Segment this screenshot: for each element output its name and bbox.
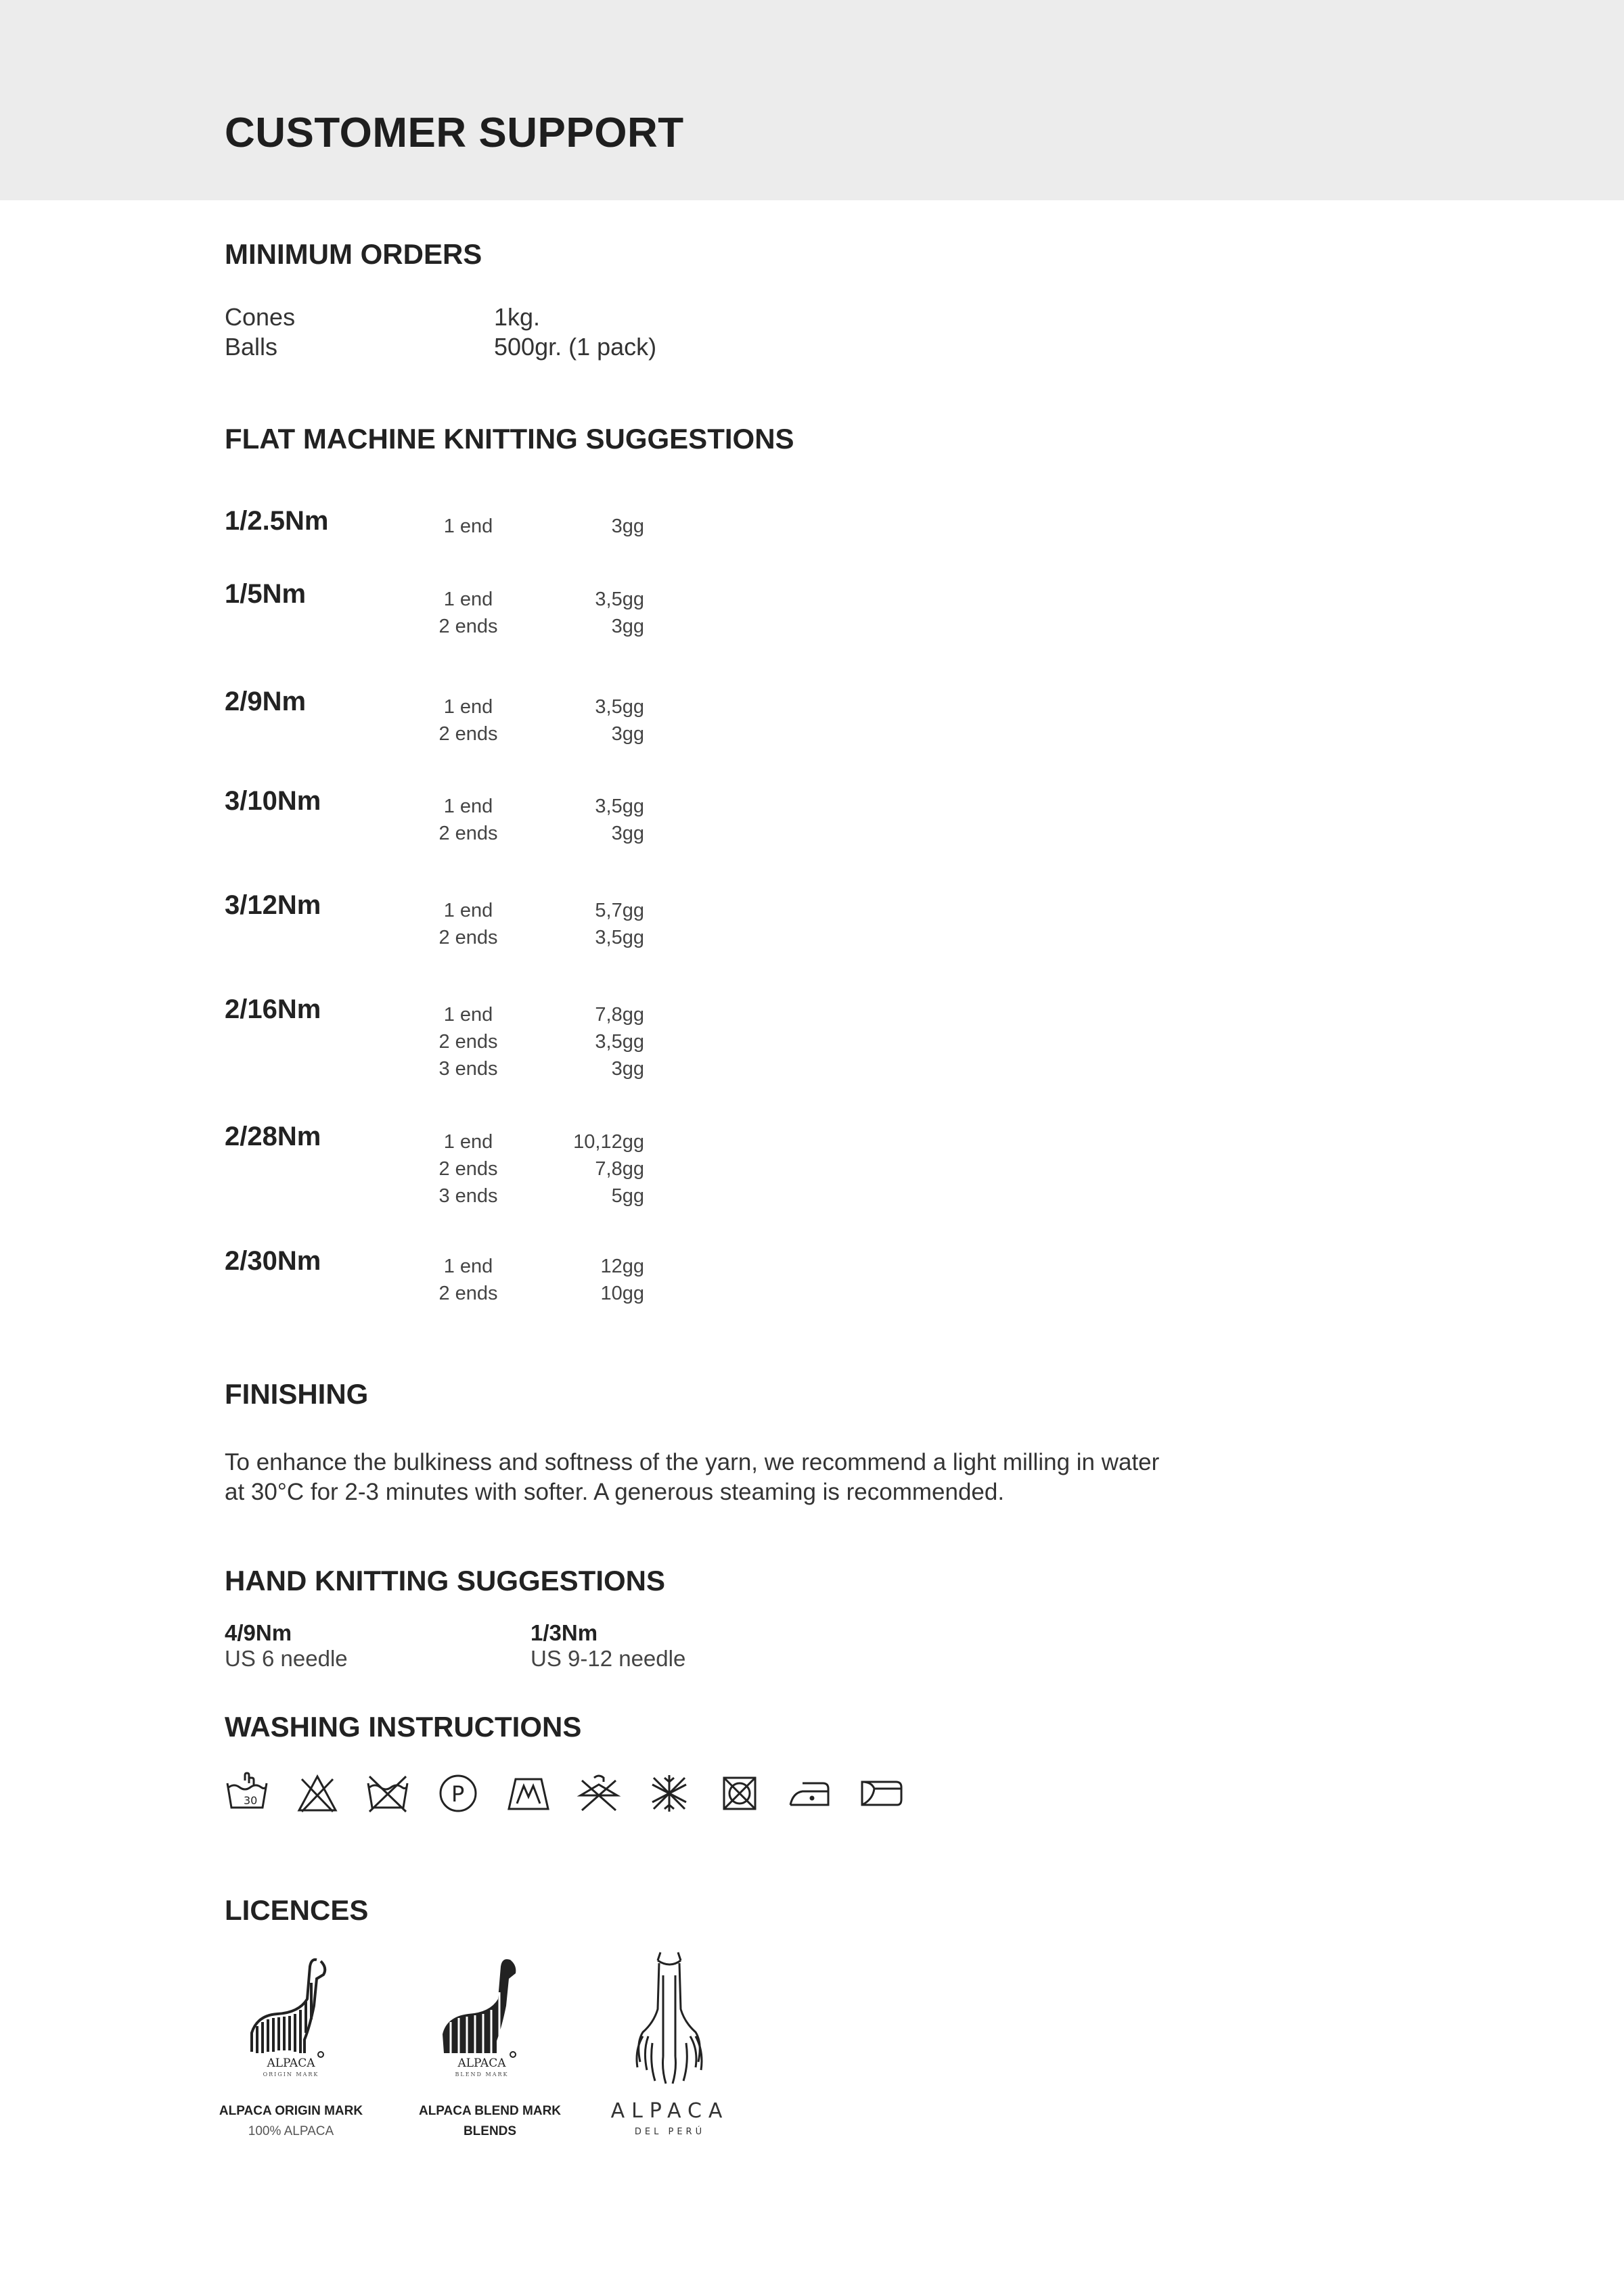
svg-text:P: P [451,1781,465,1807]
gauge: 12gg [600,1256,644,1277]
yarn-count: 3/10Nm [225,786,321,816]
ends: 3 ends [438,1185,498,1207]
gauge: 7,8gg [595,1158,644,1180]
yarn-row [225,793,644,820]
ends: 3 ends [438,1058,498,1080]
yarn-row [225,1155,644,1183]
logo-name: ALPACA BLEND MARK [418,2104,562,2118]
ends: 2 ends [438,1283,498,1304]
no-bleach-icon [295,1771,340,1816]
gauge: 5gg [611,1185,644,1207]
ends: 2 ends [438,1031,498,1053]
order-row-cones [225,302,834,333]
yarn-row [225,1253,644,1280]
order-value: 1kg. [494,303,541,331]
do-not-iron-icon [577,1771,621,1816]
order-value: 500gr. (1 pack) [494,333,657,361]
alpaca-line-art-icon [595,1948,744,2144]
gauge: 3gg [611,723,644,745]
gauge: 10,12gg [573,1131,644,1153]
hand-yarn-count: 1/3Nm [531,1620,598,1645]
alpaca-striped-icon [237,1952,345,2080]
logo-sub: BLENDS [463,2124,517,2138]
hand-wash-30-icon [225,1771,269,1816]
gauge: 7,8gg [595,1004,644,1026]
logo-wordmark: ALPACA [610,2099,729,2123]
ends: 1 end [443,515,493,537]
logo-wordmark-sub: DEL PERÚ [634,2127,706,2137]
logo-wordmark-sub: ORIGIN MARK [263,2071,319,2077]
finishing-line: To enhance the bulkiness and softness of the yarn, we recommend a light milling in water [225,1449,1160,1475]
gauge: 3,5gg [595,696,644,718]
ends: 1 end [443,589,493,610]
alpaca-del-peru-logo [595,1948,744,2144]
order-label: Balls [225,333,278,361]
order-row-balls [225,331,834,363]
finishing-text [225,1448,1267,1507]
gauge: 3,5gg [595,796,644,817]
page-title: CUSTOMER SUPPORT [225,110,684,156]
finishing-line: at 30°C for 2-3 minutes with softer. A generous steaming is recommended. [225,1479,1005,1505]
iron-low-icon [788,1771,832,1816]
ends: 2 ends [438,823,498,844]
do-not-dry-in-dryer-icon [717,1771,762,1816]
gauge: 3,5gg [595,589,644,610]
yarn-row [225,1001,644,1028]
yarn-row [225,924,644,951]
order-label: Cones [225,303,296,331]
gauge: 3,5gg [595,1031,644,1053]
gauge: 3,5gg [595,927,644,948]
gauge: 3gg [611,823,644,844]
svg-text:30: 30 [244,1794,258,1807]
logo-name: ALPACA ORIGIN MARK [219,2104,363,2118]
yarn-row [225,1055,644,1082]
logo-wordmark: ALPACA [267,2057,315,2070]
yarn-count: 2/28Nm [225,1122,321,1151]
do-not-freeze-icon [647,1771,692,1816]
yarn-count: 2/9Nm [225,687,307,716]
yarn-count: 1/2.5Nm [225,506,329,536]
ends: 1 end [443,796,493,817]
gauge: 5,7gg [595,900,644,921]
gauge: 10gg [600,1283,644,1304]
hand-needle: US 9-12 needle [531,1646,686,1671]
steam-iron-icon [858,1771,903,1816]
ends: 1 end [443,1004,493,1026]
origin-mark-caption [189,2104,392,2139]
yarn-count: 1/5Nm [225,579,307,609]
yarn-row [225,820,644,847]
ends: 2 ends [438,927,498,948]
ends: 2 ends [438,723,498,745]
hand-knitting-item [225,1620,509,1672]
yarn-row [225,720,644,748]
yarn-row [225,1028,644,1055]
alpaca-origin-mark-logo [237,1952,345,2080]
hand-yarn-count: 4/9Nm [225,1620,292,1645]
yarn-row [225,586,644,613]
ends: 1 end [443,900,493,921]
ends: 2 ends [438,616,498,637]
yarn-row [225,1280,644,1307]
ends: 1 end [443,1131,493,1153]
hand-knitting-item [531,1620,815,1672]
ends: 1 end [443,1256,493,1277]
yarn-row [225,1183,644,1210]
minimum-orders-title: MINIMUM ORDERS [225,238,482,270]
ends: 2 ends [438,1158,498,1180]
yarn-row [225,693,644,720]
hand-knitting-title: HAND KNITTING SUGGESTIONS [225,1565,666,1597]
ends: 1 end [443,696,493,718]
do-not-tumble-dry-icon [365,1771,410,1816]
yarn-row [225,613,644,640]
yarn-row [225,1128,644,1155]
yarn-row [225,513,644,540]
logo-wordmark-sub: BLEND MARK [455,2071,509,2077]
blend-mark-caption [388,2104,591,2139]
alpaca-solid-striped-icon [428,1952,536,2080]
washing-title: WASHING INSTRUCTIONS [225,1711,582,1743]
yarn-count: 3/12Nm [225,890,321,920]
alpaca-blend-mark-logo [428,1952,536,2080]
yarn-row [225,897,644,924]
dry-flat-icon [506,1771,551,1816]
logo-sub: 100% ALPACA [248,2124,334,2138]
hand-needle: US 6 needle [225,1646,348,1671]
yarn-count: 2/30Nm [225,1246,321,1276]
header-band [0,0,1624,200]
licences-title: LICENCES [225,1894,369,1926]
dry-clean-p-icon [436,1771,480,1816]
washing-icons [225,1771,928,1818]
gauge: 3gg [611,616,644,637]
gauge: 3gg [611,1058,644,1080]
logo-wordmark: ALPACA [457,2057,506,2070]
yarn-count: 2/16Nm [225,994,321,1024]
finishing-title: FINISHING [225,1378,369,1410]
gauge: 3gg [611,515,644,537]
flat-machine-title: FLAT MACHINE KNITTING SUGGESTIONS [225,423,794,455]
